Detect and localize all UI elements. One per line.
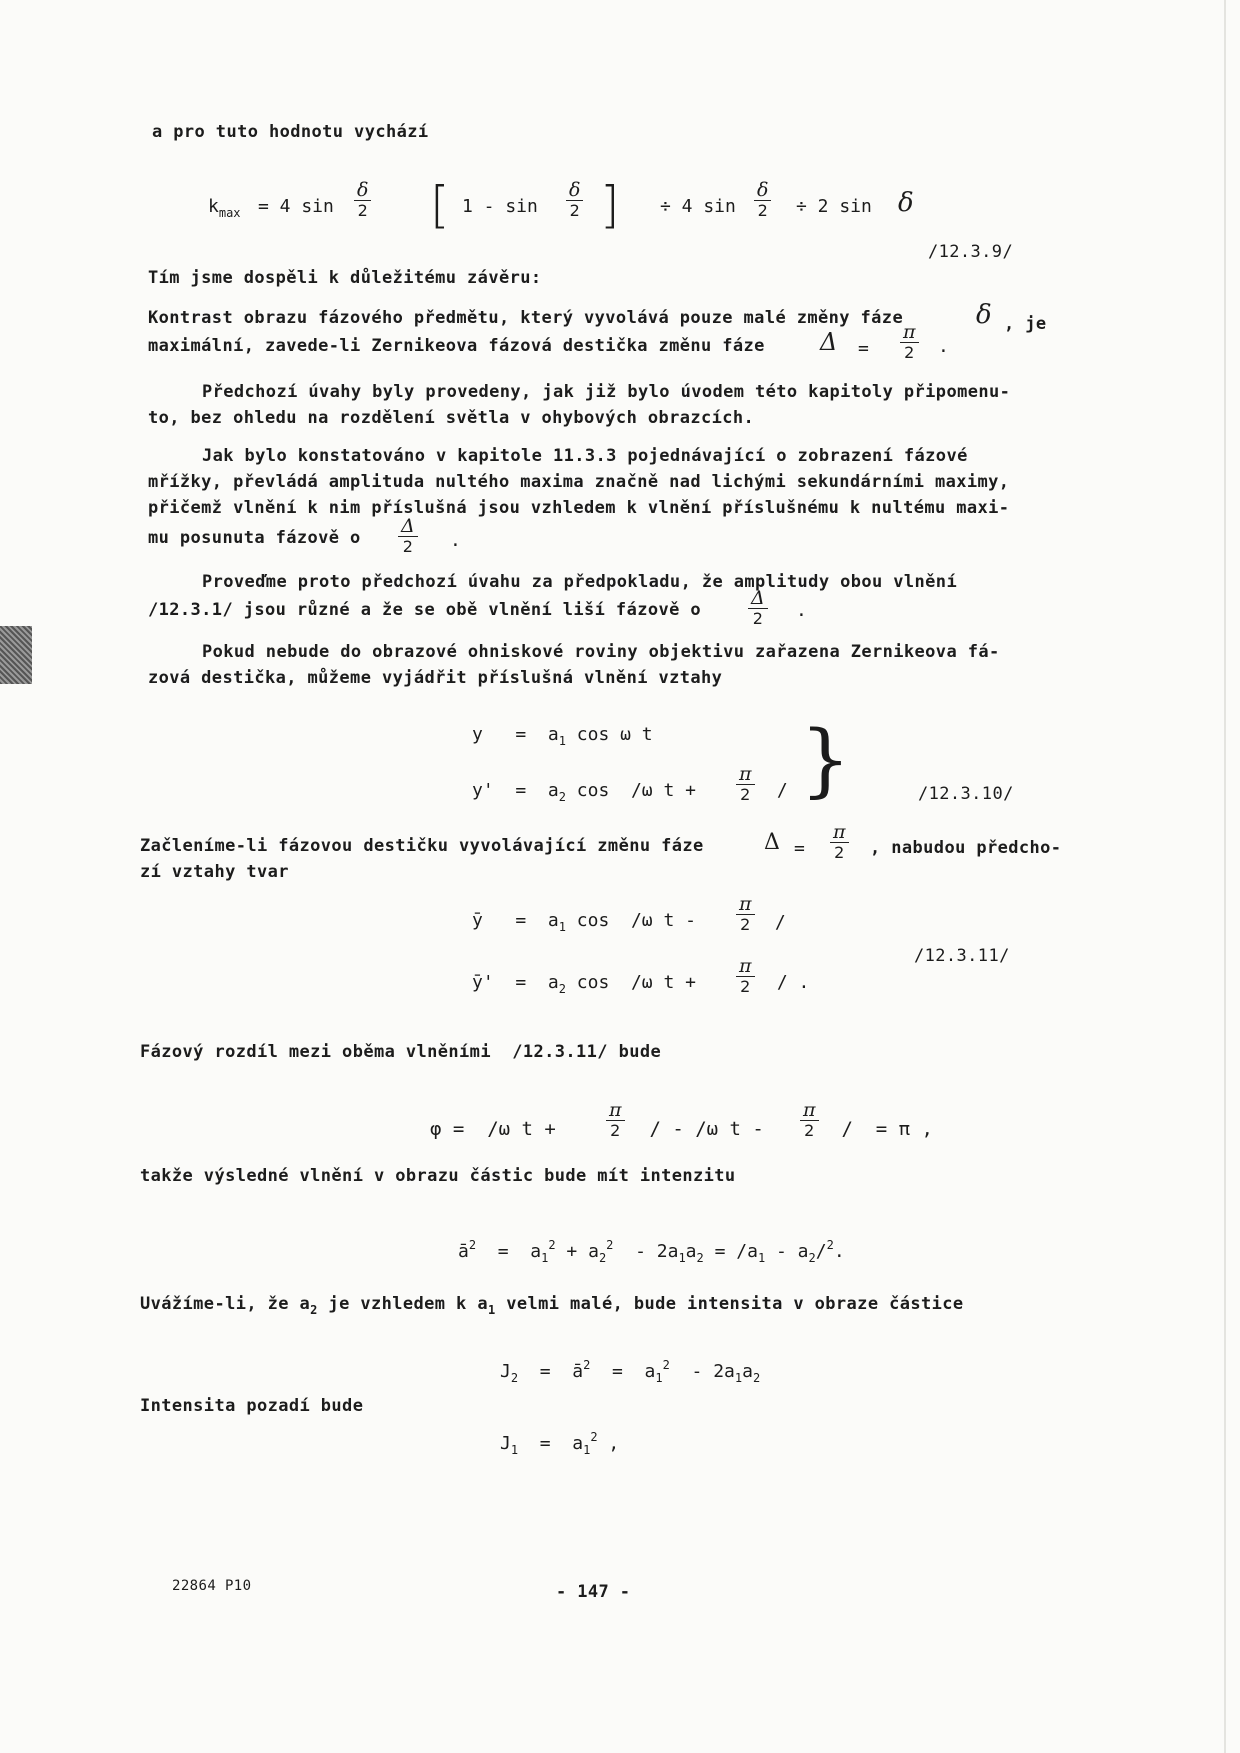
right-brace: } bbox=[800, 713, 851, 806]
fraction-delta-2: δ 2 bbox=[566, 180, 583, 221]
eq-part: / bbox=[766, 780, 788, 801]
text-line: , nabudou předcho- bbox=[870, 838, 1062, 858]
eq-intensity: $ā^2 = a_1^2 + a_2^2 - 2a_1a_2 = /a_1 - a_2/^2$. bbox=[458, 1238, 845, 1265]
kmax-symbol: $k_{max}$ bbox=[208, 196, 241, 220]
eq-part: 1 - sin bbox=[462, 196, 538, 217]
eq-part: / = π , bbox=[830, 1118, 933, 1140]
text-line: takže výsledné vlnění v obrazu částic bude mít intenzitu bbox=[140, 1166, 736, 1186]
text-line: zová destička, můžeme vyjádřit příslušná vlnění vztahy bbox=[148, 668, 723, 688]
period: . bbox=[450, 530, 461, 551]
eq-ybar-prime: ȳ' = $a_2$ cos /ω t + bbox=[472, 972, 696, 996]
text-line: Tím jsme dospěli k důležitému závěru: bbox=[148, 268, 542, 288]
eq-part: / bbox=[764, 912, 786, 933]
eq-phi: φ = /ω t + bbox=[430, 1118, 556, 1140]
equation-number: /12.3.10/ bbox=[918, 784, 1014, 804]
period: . bbox=[938, 336, 949, 357]
text-line: /12.3.1/ jsou různé a že se obě vlnění liší fázově o bbox=[148, 600, 702, 620]
eq-part: = 4 sin bbox=[258, 196, 334, 217]
page-number: - 147 - bbox=[556, 1582, 631, 1602]
eq-part: ÷ 2 sin bbox=[796, 196, 872, 217]
fraction-delta-2: δ 2 bbox=[354, 180, 371, 221]
eq-j1: $J_1 = a_1^2$ , bbox=[500, 1430, 620, 1457]
left-bracket: [ bbox=[430, 176, 450, 234]
text-line: Předchozí úvahy byly provedeny, jak již bylo úvodem této kapitoly připomenu- bbox=[202, 382, 1011, 402]
eq-y: $y = a_1$ cos ω t bbox=[472, 724, 653, 748]
text-line: , je bbox=[1004, 314, 1047, 334]
period: . bbox=[796, 600, 807, 621]
capital-delta-symbol: Δ bbox=[764, 830, 780, 855]
text-line: mřížky, převládá amplituda nultého maxima značně nad lichými sekundárními maximy, bbox=[148, 472, 1010, 492]
text-line: zí vztahy tvar bbox=[140, 862, 289, 882]
fraction-Delta-2: Δ 2 bbox=[748, 588, 768, 629]
delta-symbol: δ bbox=[976, 300, 992, 330]
text-line: mu posunuta fázově o bbox=[148, 528, 361, 548]
fraction-pi-2: π 2 bbox=[736, 894, 755, 935]
fraction-pi-2: π 2 bbox=[736, 956, 755, 997]
delta-symbol: δ bbox=[898, 188, 914, 218]
eq-j2: $J_2$ = $ā^2 = a_1^2 - 2a_1a_2$ bbox=[500, 1358, 761, 1385]
text-line: to, bez ohledu na rozdělení světla v ohybových obrazcích. bbox=[148, 408, 755, 428]
fraction-pi-2: π 2 bbox=[606, 1100, 625, 1141]
capital-delta-symbol: Δ bbox=[820, 328, 838, 356]
text-line: Fázový rozdíl mezi oběma vlněními /12.3.11/ bude bbox=[140, 1042, 662, 1062]
eq-sign: = bbox=[858, 338, 869, 359]
text-line: Proveďme proto předchozí úvahu za předpokladu, že amplitudy obou vlnění bbox=[202, 572, 958, 592]
print-code: 22864 P10 bbox=[172, 1578, 252, 1594]
fraction-pi-2: π 2 bbox=[736, 764, 755, 805]
fraction-pi-2: π 2 bbox=[800, 1100, 819, 1141]
text-line: Pokud nebude do obrazové ohniskové roviny objektivu zařazena Zernikeova fá- bbox=[202, 642, 1000, 662]
fraction-delta-2: δ 2 bbox=[754, 180, 771, 221]
eq-part: / - /ω t - bbox=[638, 1118, 764, 1140]
eq-sign: = bbox=[794, 838, 805, 859]
fraction-Delta-2: Δ 2 bbox=[398, 516, 418, 557]
page-edge bbox=[1224, 0, 1226, 1753]
eq-part: / . bbox=[766, 972, 810, 993]
text-line: Kontrast obrazu fázového předmětu, který vyvolává pouze malé změny fáze bbox=[148, 308, 904, 328]
scan-artifact bbox=[0, 626, 32, 684]
equation-number: /12.3.11/ bbox=[914, 946, 1010, 966]
text-line: Intensita pozadí bude bbox=[140, 1396, 364, 1416]
right-bracket: ] bbox=[600, 176, 620, 234]
text-line: přičemž vlnění k nim příslušná jsou vzhledem k vlnění příslušnému k nultému maxi- bbox=[148, 498, 1010, 518]
fraction-pi-2: π 2 bbox=[830, 822, 849, 863]
text-line: Uvážíme-li, že $a_2$ je vzhledem k $a_1$ velmi malé, bude intensita v obraze částice bbox=[140, 1294, 964, 1317]
fraction-pi-2: π 2 bbox=[900, 322, 919, 363]
text-line: Začleníme-li fázovou destičku vyvolávající změnu fáze bbox=[140, 836, 704, 856]
eq-part: ÷ 4 sin bbox=[660, 196, 736, 217]
eq-y-prime: $y' = a_2$ cos /ω t + bbox=[472, 780, 696, 804]
text-line: a pro tuto hodnotu vychází bbox=[152, 122, 429, 142]
text-line: Jak bylo konstatováno v kapitole 11.3.3 pojednávající o zobrazení fázové bbox=[202, 446, 968, 466]
eq-ybar: ȳ = $a_1$ cos /ω t - bbox=[472, 910, 696, 934]
equation-number: /12.3.9/ bbox=[928, 242, 1014, 262]
text-line: maximální, zavede-li Zernikeova fázová destička změnu fáze bbox=[148, 336, 765, 356]
